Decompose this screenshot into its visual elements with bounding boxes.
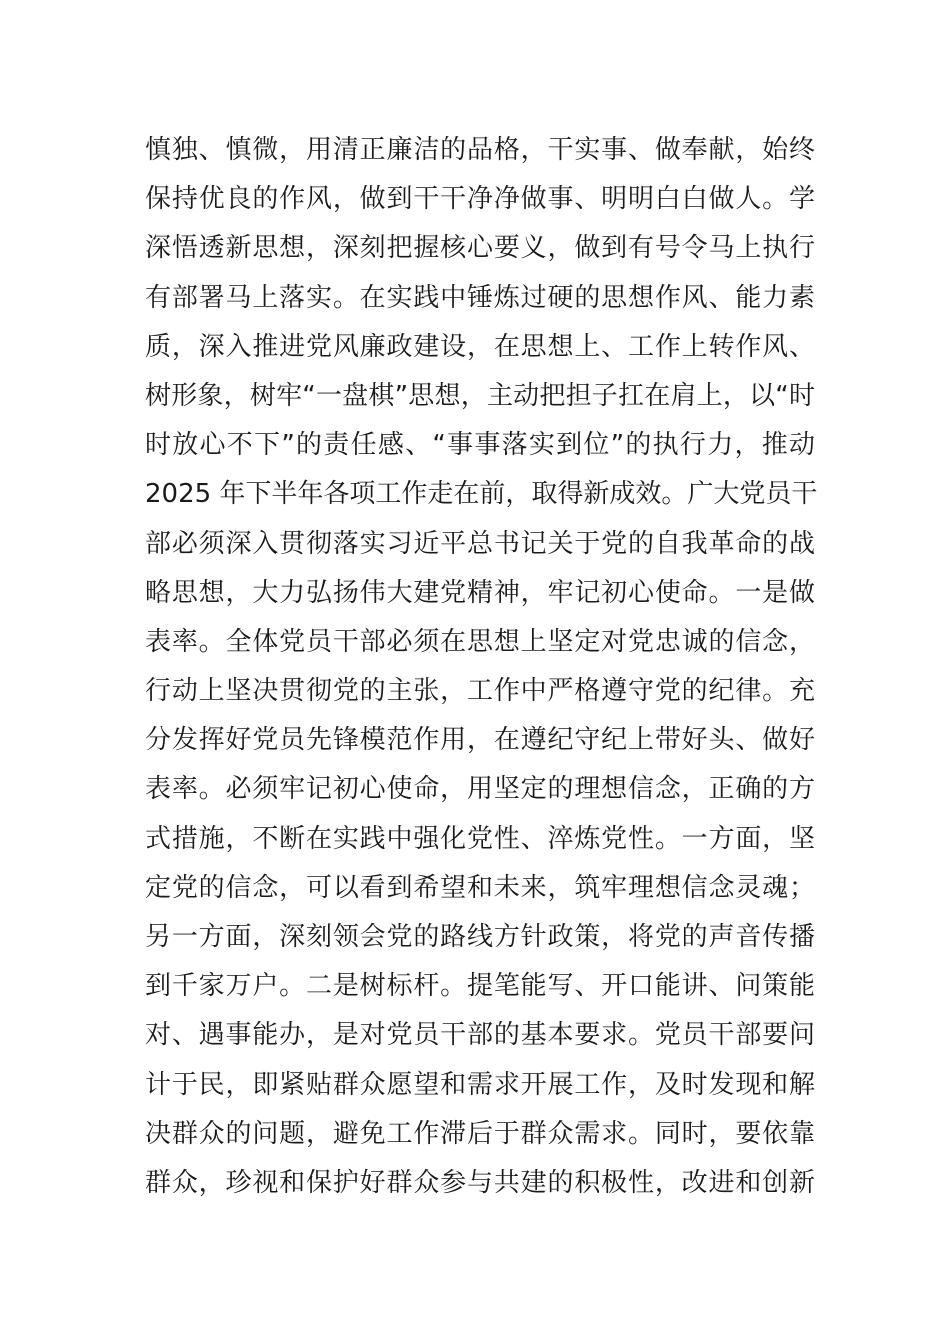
text-line: 有部署马上落实。在实践中锤炼过硬的思想作风、能力素	[145, 282, 815, 313]
text-line: 对、遇事能办，是对党员干部的基本要求。党员干部要问	[145, 1020, 815, 1051]
text-line: 质，深入推进党风廉政建设，在思想上、工作上转作风、	[145, 331, 815, 362]
text-line: 计于民，即紧贴群众愿望和需求开展工作，及时发现和解	[145, 1069, 815, 1100]
text-line: 另一方面，深刻领会党的路线方针政策，将党的声音传播	[145, 922, 815, 952]
text-line: 决群众的问题，避免工作滞后于群众需求。同时，要依靠	[145, 1118, 815, 1149]
text-line: 行动上坚决贯彻党的主张，工作中严格遵守党的纪律。充	[145, 676, 815, 707]
body-text	[145, 126, 818, 1208]
text-line: 部必须深入贯彻落实习近平总书记关于党的自我革命的战	[145, 528, 815, 559]
text-line: 树形象，树牢“一盘棋”思想，主动把担子扛在肩上，以“时	[145, 380, 815, 411]
text-line: 保持优良的作风，做到干干净净做事、明明白白做人。学	[145, 184, 815, 215]
text-line: 时放心不下”的责任感、“事事落实到位”的执行力，推动	[145, 430, 815, 461]
text-line: 分发挥好党员先锋模范作用，在遵纪守纪上带好头、做好	[145, 725, 815, 756]
text-line: 2025 年下半年各项工作走在前，取得新成效。广大党员干	[145, 479, 818, 510]
text-line: 群众，珍视和保护好群众参与共建的积极性，改进和创新	[145, 1167, 815, 1198]
text-line: 表率。必须牢记初心使命，用坚定的理想信念，正确的方	[145, 774, 815, 805]
text-line: 到千家万户。二是树标杆。提笔能写、开口能讲、问策能	[145, 971, 815, 1002]
text-line: 慎独、慎微，用清正廉洁的品格，干实事、做奉献，始终	[145, 135, 815, 165]
text-line: 定党的信念，可以看到希望和未来，筑牢理想信念灵魂；	[145, 872, 815, 903]
text-line: 式措施，不断在实践中强化党性、淬炼党性。一方面，坚	[145, 823, 815, 854]
text-line: 表率。全体党员干部必须在思想上坚定对党忠诚的信念，	[145, 626, 815, 657]
text-line: 略思想，大力弘扬伟大建党精神，牢记初心使命。一是做	[145, 577, 815, 608]
text-line: 深悟透新思想，深刻把握核心要义，做到有号令马上执行	[145, 233, 815, 264]
